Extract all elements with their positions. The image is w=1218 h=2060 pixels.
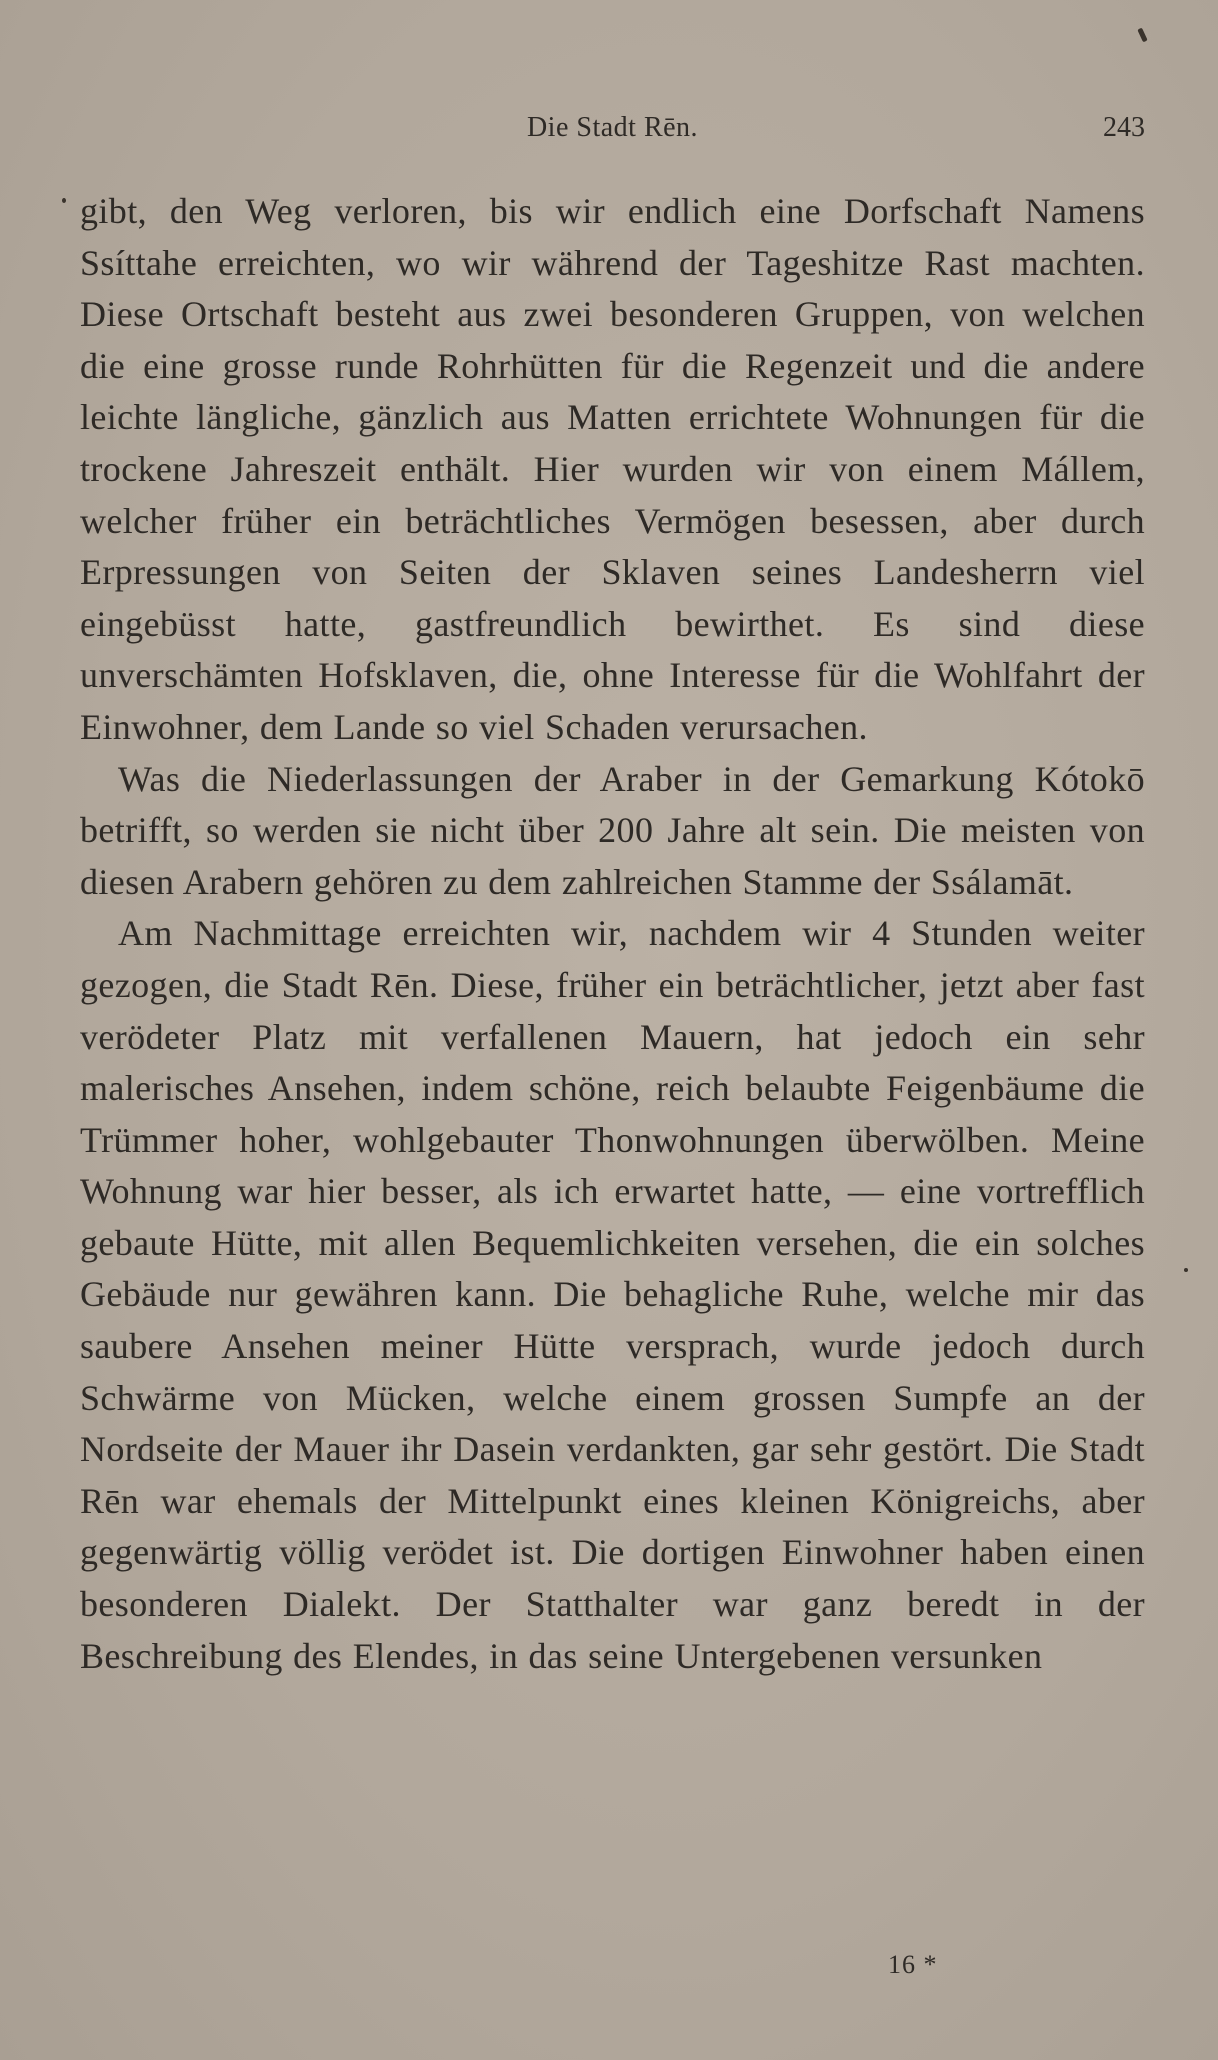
ink-speck — [1184, 1268, 1188, 1272]
body-text — [80, 186, 1145, 1682]
paragraph: gibt, den Weg verloren, bis wir endlich eine Dorfschaft Namens Ssíttahe erreichten, wo wir während der Tageshitze Rast machten. Diese Ortschaft besteht aus zwei besonderen Gruppen, von welchen die eine grosse runde Rohrhütten für die Regenzeit und die andere leichte längliche, gänzlich aus Matten errichtete Wohnungen für die trockene Jahreszeit enthält. Hier wurden wir von einem Mállem, welcher früher ein beträchtliches Vermögen besessen, aber durch Erpressungen von Seiten der Sklaven seines Landesherrn viel eingebüsst hatte, gastfreundlich bewirthet. Es sind diese unverschämten Hofsklaven, die, ohne Interesse für die Wohlfahrt der Einwohner, dem Lande so viel Schaden verursachen. — [80, 191, 1145, 747]
paragraph: Am Nachmittage erreichten wir, nachdem wir 4 Stunden weiter gezogen, die Stadt Rēn. Diese, früher ein beträchtlicher, jetzt aber fast verödeter Platz mit verfallenen Mauern, hat jedoch ein sehr malerisches Ansehen, indem schöne, reich belaubte Feigenbäume die Trümmer hoher, wohlgebauter Thonwohnungen überwölben. Meine Wohnung war hier besser, als ich erwartet hatte, — eine vortrefflich gebaute Hütte, mit allen Bequemlichkeiten versehen, die ein solches Gebäude nur gewähren kann. Die behagliche Ruhe, welche mir das saubere Ansehen meiner Hütte versprach, wurde jedoch durch Schwärme von Mücken, welche einem grossen Sumpfe an der Nordseite der Mauer ihr Dasein verdankten, gar sehr gestört. Die Stadt Rēn war ehemals der Mittelpunkt eines kleinen Königreichs, aber gegenwärtig völlig verödet ist. Die dortigen Einwohner haben einen besonderen Dialekt. Der Statthalter war ganz beredt in der Beschreibung des Elendes, in das seine Untergebenen versunken — [80, 913, 1145, 1676]
ink-speck — [62, 198, 66, 203]
paragraph: Was die Niederlassungen der Araber in der Gemarkung Kótokō betrifft, so werden sie nicht über 200 Jahre alt sein. Die meisten von diesen Arabern gehören zu dem zahlreichen Stamme der Ssálamāt. — [80, 758, 1145, 902]
page-number: 243 — [1103, 112, 1145, 143]
page-header — [80, 112, 1145, 152]
signature-mark: 16 * — [888, 1950, 938, 1979]
ink-speck — [1137, 28, 1147, 43]
running-title: Die Stadt Rēn. — [526, 112, 699, 143]
